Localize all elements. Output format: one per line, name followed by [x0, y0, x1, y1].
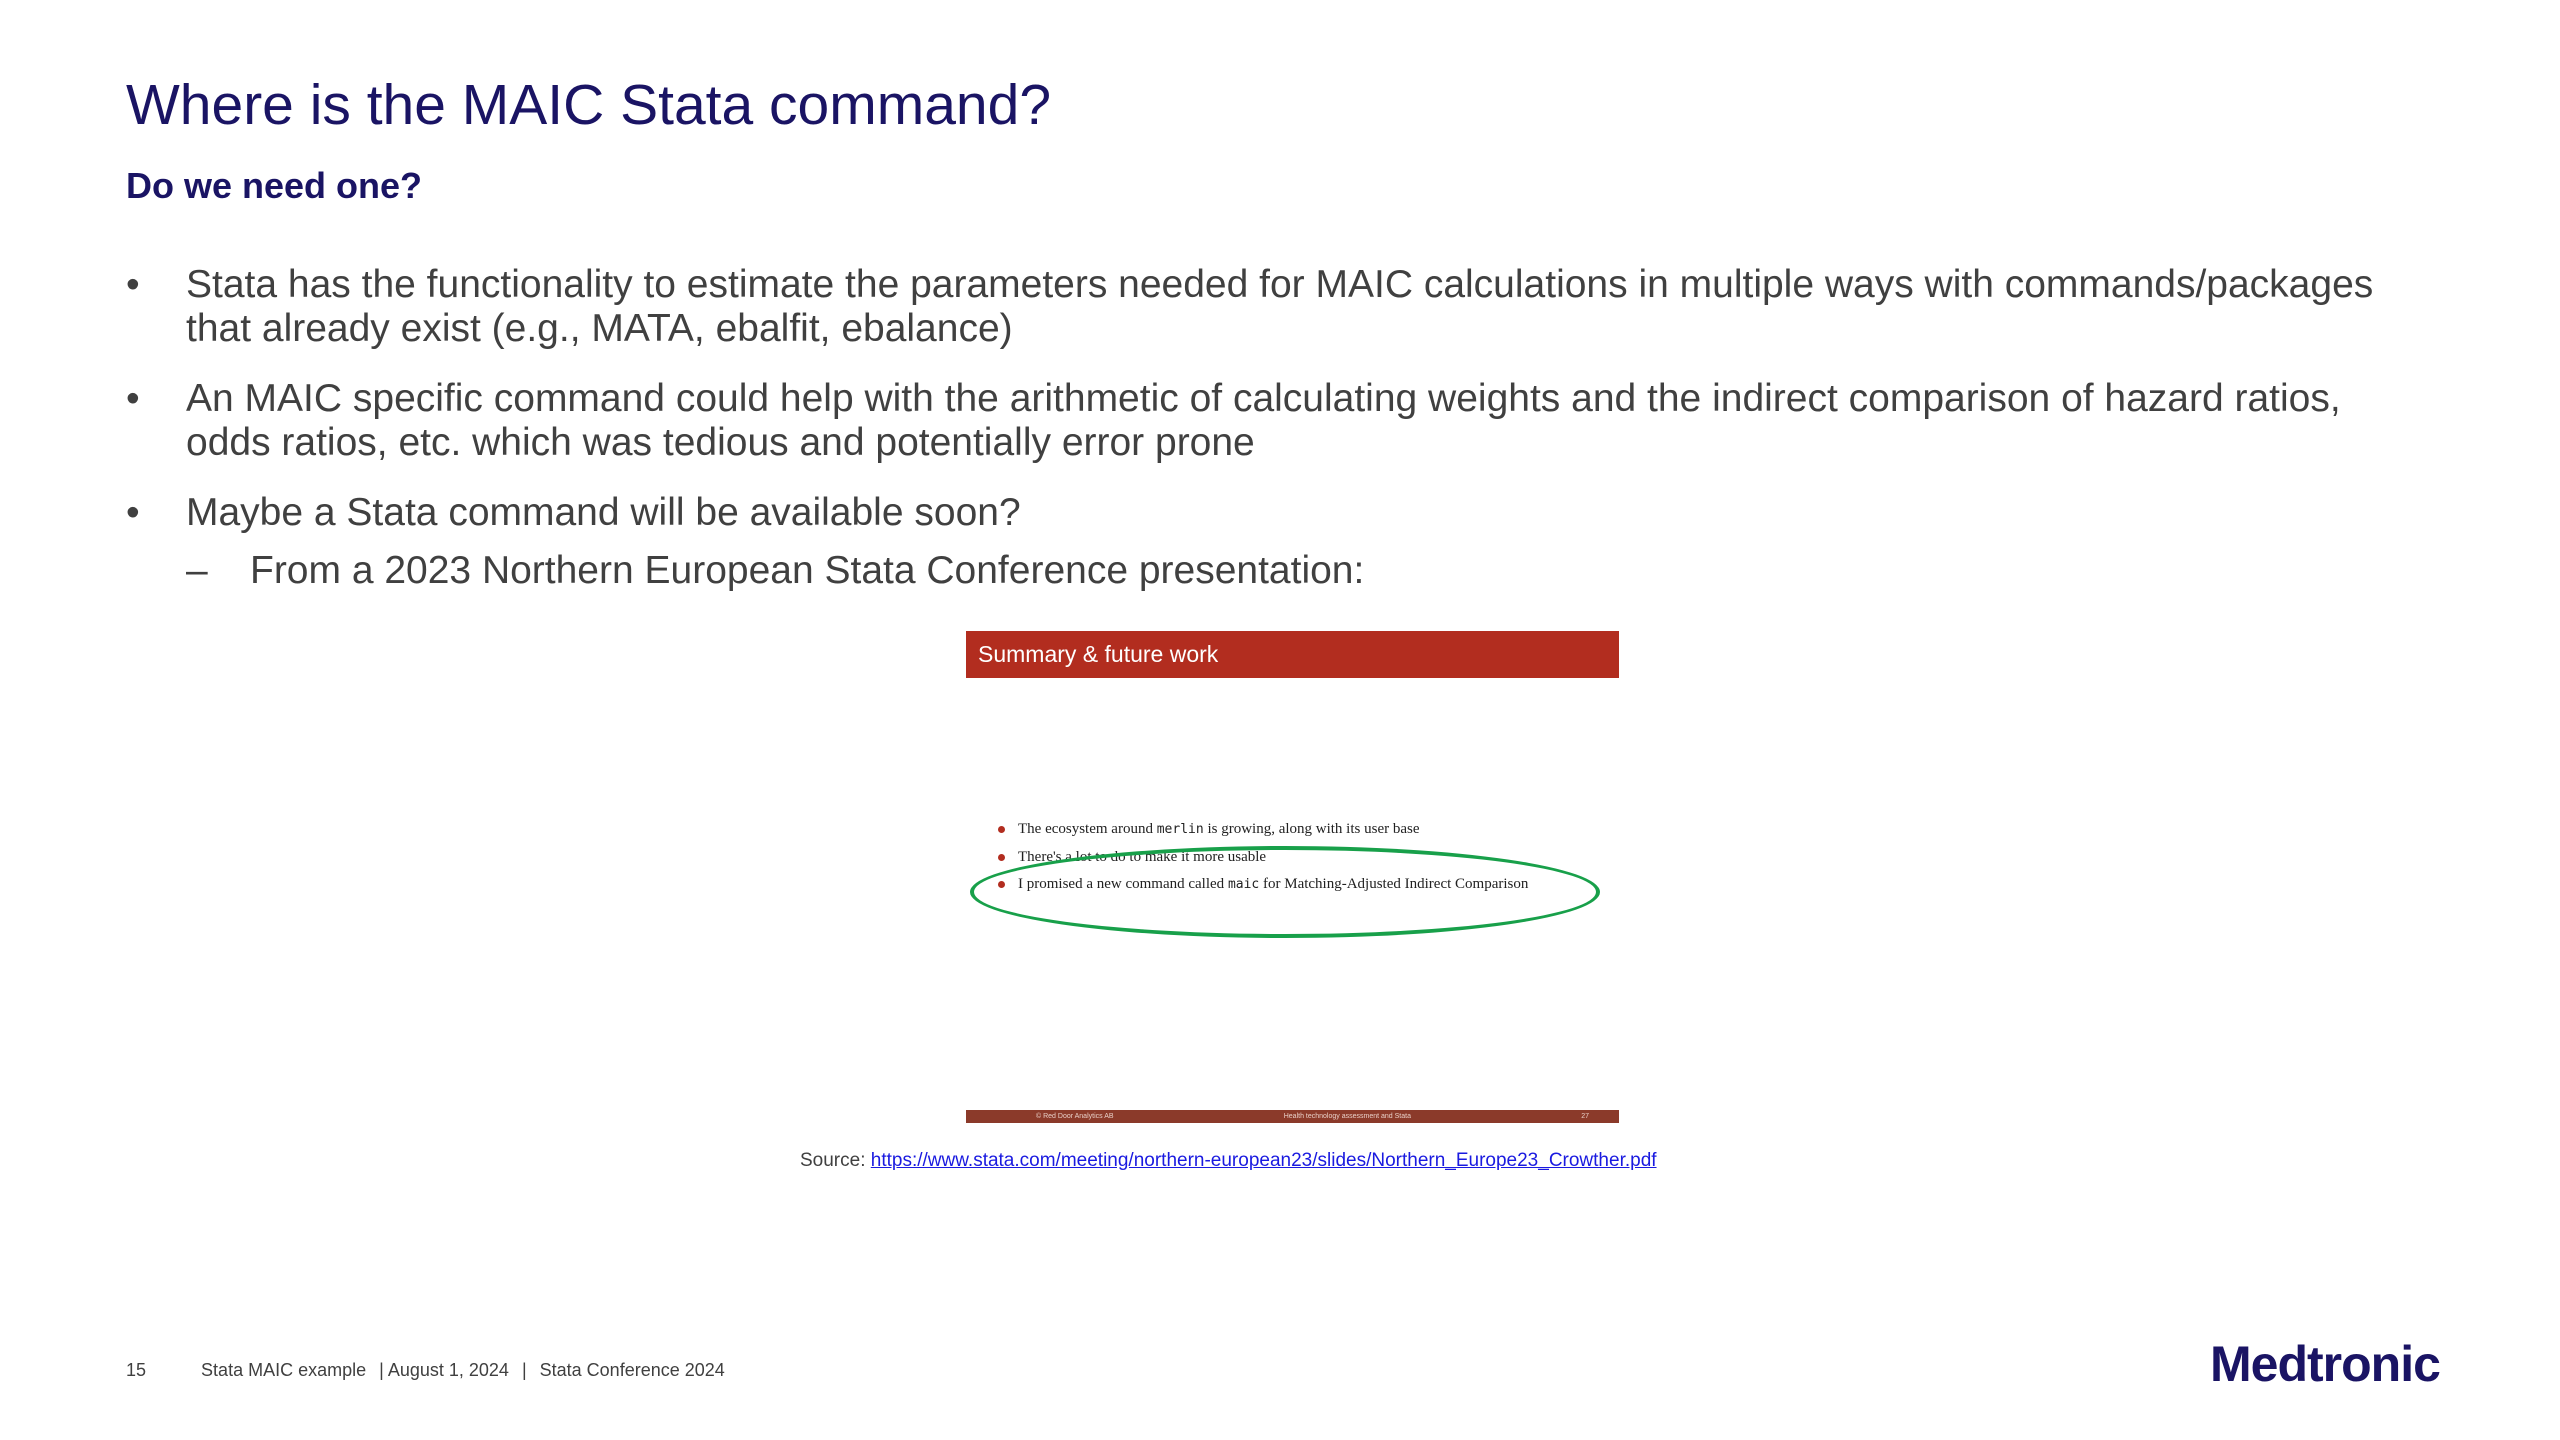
bullet-glyph: •	[126, 263, 140, 306]
bullet-item	[126, 377, 2426, 465]
dash-glyph: –	[186, 549, 208, 592]
bullet-text: Stata has the functionality to estimate the parameters needed for MAIC calculations in multiple ways with commands/packages that already exist (e.g., MATA, ebalfit, ebalance)	[186, 263, 2374, 350]
bullet-glyph: •	[126, 491, 140, 534]
embedded-slide-image	[966, 631, 1619, 1123]
bullet-list	[126, 263, 2426, 619]
red-bullet-icon	[998, 881, 1005, 888]
bullet-glyph: •	[126, 377, 140, 420]
page-number: 15	[126, 1360, 147, 1380]
bullet-item	[126, 263, 2426, 351]
footer-separator: |	[521, 1360, 527, 1380]
embedded-bullet-item	[996, 818, 1586, 841]
embedded-code: maic	[1227, 877, 1260, 892]
source-citation	[800, 1150, 1657, 1172]
source-label: Source:	[800, 1150, 871, 1171]
embedded-text: I promised a new command called	[1018, 876, 1228, 892]
footer-event: Stata Conference 2024	[539, 1360, 725, 1380]
embedded-text: There's a lot to do to make it more usable	[1018, 849, 1267, 865]
embedded-footer-left: © Red Door Analytics AB	[1036, 1113, 1114, 1120]
bullet-item	[126, 491, 2426, 593]
slide-subtitle: Do we need one?	[126, 165, 423, 206]
sub-bullet-list	[186, 549, 2426, 593]
embedded-slide-footer	[966, 1110, 1619, 1123]
footer-date: | August 1, 2024	[379, 1360, 509, 1380]
slide-title: Where is the MAIC Stata command?	[126, 73, 1052, 137]
source-link[interactable]: https://www.stata.com/meeting/northern-european23/slides/Northern_Europe23_Crowther.pdf	[870, 1150, 1657, 1171]
bullet-text: An MAIC specific command could help with the arithmetic of calculating weights and the indirect comparison of hazard ratios, odds ratios, etc. which was tedious and potentially error prone	[186, 377, 2341, 464]
embedded-footer-mid: Health technology assessment and Stata	[1283, 1113, 1411, 1120]
sub-bullet-item	[186, 549, 2426, 593]
red-bullet-icon	[998, 826, 1005, 833]
embedded-footer-right: 27	[1581, 1113, 1589, 1120]
medtronic-logo: Medtronic	[2210, 1336, 2440, 1392]
embedded-slide-header: Summary & future work	[966, 631, 1619, 678]
bullet-text: Maybe a Stata command will be available soon?	[186, 491, 1021, 534]
slide-footer	[126, 1360, 733, 1381]
footer-doc-title: Stata MAIC example	[201, 1360, 367, 1380]
embedded-code: merlin	[1156, 822, 1204, 837]
embedded-text: for Matching-Adjusted Indirect Comparison	[1259, 876, 1529, 892]
sub-bullet-text: From a 2023 Northern European Stata Conference presentation:	[250, 549, 1365, 592]
embedded-bullet-item	[996, 873, 1586, 896]
embedded-text: is growing, along with its user base	[1203, 821, 1420, 837]
embedded-bullet-item	[996, 846, 1586, 868]
red-bullet-icon	[998, 854, 1005, 861]
embedded-text: The ecosystem around	[1018, 821, 1157, 837]
embedded-bullet-list	[996, 818, 1586, 901]
